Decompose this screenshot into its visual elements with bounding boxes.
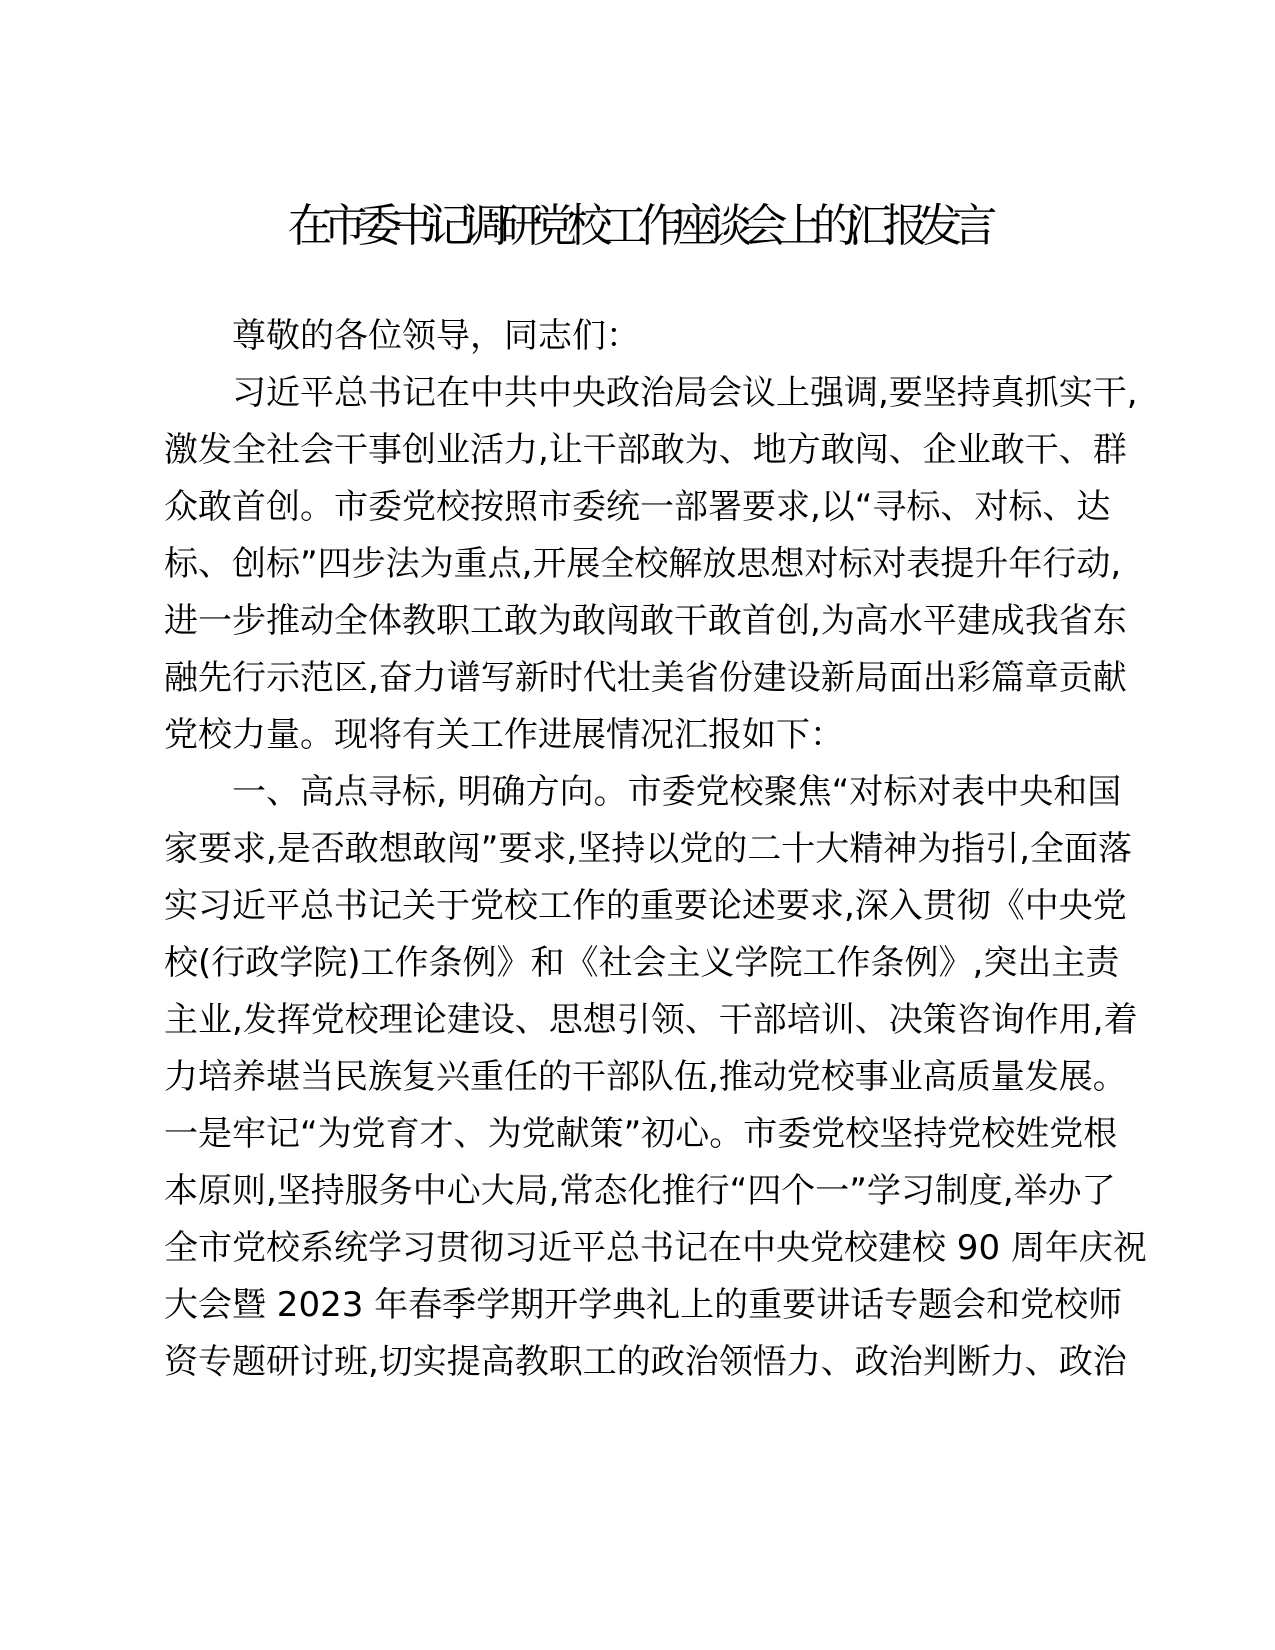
paragraph-line: 党校力量。现将有关工作进展情况汇报如下：	[164, 715, 844, 755]
paragraph-line: 进一步推动全体教职工敢为敢闯敢干敢首创,为高水平建成我省东	[164, 601, 1127, 641]
document-body	[164, 308, 1147, 1391]
paragraph-line: 校(行政学院)工作条例》和《社会主义学院工作条例》,突出主责	[164, 943, 1120, 983]
paragraph-line: 激发全社会干事创业活力,让干部敢为、地方敢闯、企业敢干、群	[164, 430, 1127, 470]
paragraph-line: 家要求,是否敢想敢闯”要求,坚持以党的二十大精神为指引,全面落	[164, 829, 1133, 869]
paragraph-line: 力培养堪当民族复兴重任的干部队伍,推动党校事业高质量发展。	[164, 1057, 1127, 1097]
paragraph-line: 全市党校系统学习贯彻习近平总书记在中央党校建校 90 周年庆祝	[164, 1228, 1147, 1268]
paragraph-line: 实习近平总书记关于党校工作的重要论述要求,深入贯彻《中央党	[164, 886, 1127, 926]
paragraph-line: 一是牢记“为党育才、为党献策”初心。市委党校坚持党校姓党根	[164, 1114, 1118, 1154]
document-title: 在市委书记调研党校工作座谈会上的汇报发言	[287, 199, 988, 252]
paragraph-line: 资专题研讨班,切实提高教职工的政治领悟力、政治判断力、政治	[164, 1342, 1127, 1382]
salutation-line: 尊敬的各位领导，同志们：	[232, 316, 640, 356]
paragraph-line: 标、创标”四步法为重点,开展全校解放思想对标对表提升年行动,	[164, 544, 1122, 584]
paragraph-line: 主业,发挥党校理论建设、思想引领、干部培训、决策咨询作用,着	[164, 1000, 1138, 1040]
paragraph-line: 融先行示范区,奋力谱写新时代壮美省份建设新局面出彩篇章贡献	[164, 658, 1127, 698]
section-heading-line: 一、高点寻标, 明确方向。市委党校聚焦“对标对表中央和国	[232, 772, 1122, 812]
paragraph-line: 众敢首创。市委党校按照市委统一部署要求,以“寻标、对标、达	[164, 487, 1111, 527]
paragraph-line: 本原则,坚持服务中心大局,常态化推行“四个一”学习制度,举办了	[164, 1171, 1116, 1211]
paragraph-line: 大会暨 2023 年春季学期开学典礼上的重要讲话专题会和党校师	[164, 1285, 1123, 1325]
paragraph-line: 习近平总书记在中共中央政治局会议上强调,要坚持真抓实干,	[232, 373, 1138, 413]
